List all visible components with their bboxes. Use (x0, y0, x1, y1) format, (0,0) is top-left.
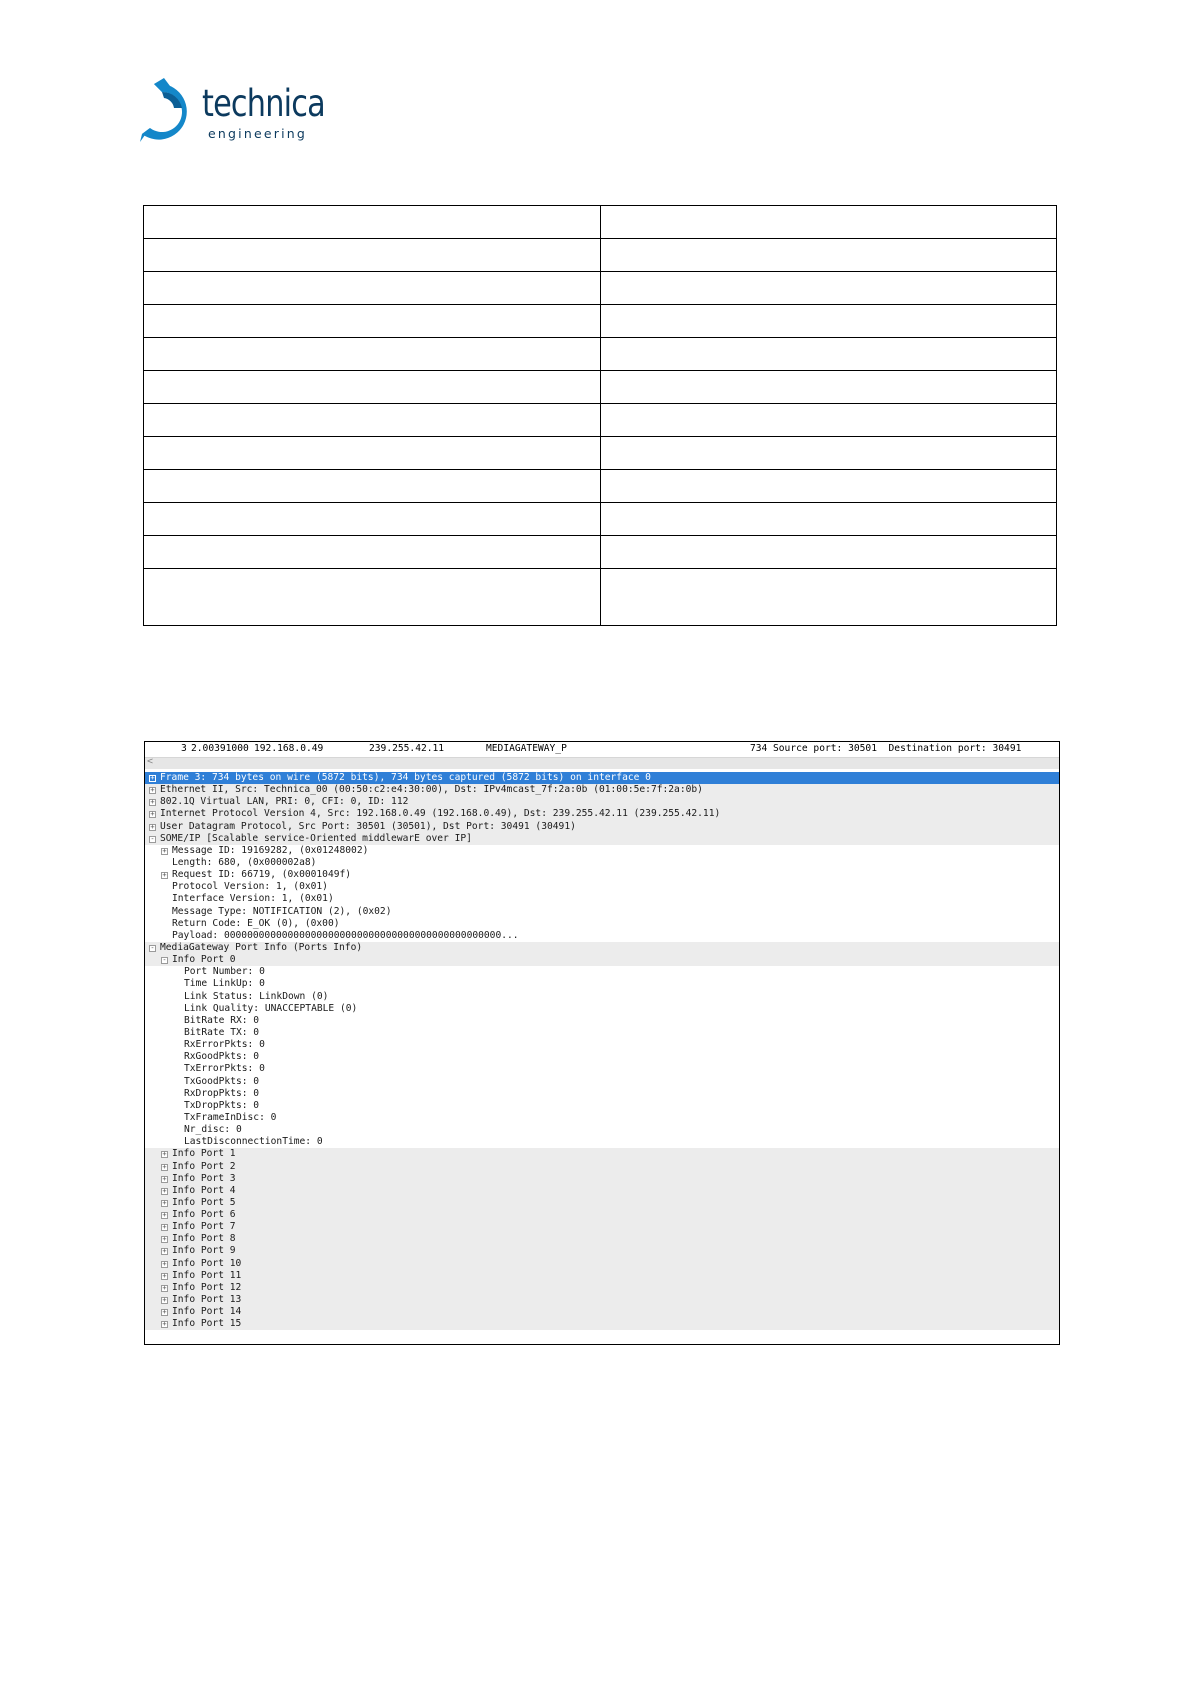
packet-list-row[interactable] (145, 742, 1059, 756)
tree-node[interactable] (145, 869, 1059, 881)
tree-node[interactable] (145, 857, 1059, 869)
tree-node-label: RxDropPkts: 0 (184, 1087, 260, 1099)
table-row (144, 272, 1057, 305)
tree-node-label: 802.1Q Virtual LAN, PRI: 0, CFI: 0, ID: 112 (160, 796, 409, 808)
empty-table (143, 205, 1057, 626)
tree-node[interactable] (145, 930, 1059, 942)
expand-icon[interactable]: + (162, 1235, 167, 1244)
table-cell (600, 206, 1057, 239)
table-row (144, 503, 1057, 536)
expand-icon[interactable]: + (162, 1308, 167, 1317)
tree-node[interactable] (145, 1039, 1059, 1051)
tree-node[interactable] (145, 1100, 1059, 1112)
table-row (144, 536, 1057, 569)
table-cell (600, 305, 1057, 338)
tree-node[interactable] (145, 796, 1059, 808)
tree-node[interactable] (145, 1063, 1059, 1075)
packet-length: 734 (750, 743, 768, 754)
tree-node-label: Internet Protocol Version 4, Src: 192.168.0.49 (192.168.0.49), Dst: 239.255.42.11 (239.255.42.11) (160, 808, 721, 820)
tree-node-label: SOME/IP [Scalable service-Oriented middlewarE over IP] (160, 832, 472, 844)
logo-tagline: engineering (208, 126, 307, 141)
expand-icon[interactable]: + (150, 798, 155, 807)
table-row (144, 239, 1057, 272)
table-cell (144, 437, 601, 470)
tree-node-label: Info Port 3 (172, 1172, 236, 1184)
table-cell (144, 470, 601, 503)
tree-node-label: MediaGateway Port Info (Ports Info) (160, 941, 363, 953)
tree-node-label: Interface Version: 1, (0x01) (172, 893, 334, 905)
tree-node-label: Info Port 13 (172, 1294, 242, 1306)
expand-icon[interactable]: + (162, 1223, 167, 1232)
tree-node[interactable] (145, 1197, 1059, 1209)
table-row (144, 437, 1057, 470)
packet-protocol: MEDIAGATEWAY_P (486, 743, 567, 754)
tree-node-label: Info Port 12 (172, 1281, 242, 1293)
table-cell (144, 536, 601, 569)
expand-icon[interactable]: + (150, 810, 155, 819)
tree-node[interactable] (145, 1051, 1059, 1063)
tree-node[interactable] (145, 1245, 1059, 1257)
tree-node[interactable] (145, 1221, 1059, 1233)
tree-node-label: Ethernet II, Src: Technica_00 (00:50:c2:e4:30:00), Dst: IPv4mcast_7f:2a:0b (01:00:5e:7f:2a:0b) (160, 784, 703, 796)
table-cell (600, 404, 1057, 437)
tree-node-label: Link Status: LinkDown (0) (184, 990, 329, 1002)
tree-node[interactable] (145, 808, 1059, 820)
tree-node[interactable] (145, 1294, 1059, 1306)
logo-wordmark: technica (202, 82, 325, 125)
tree-node[interactable] (145, 942, 1059, 954)
table-cell (144, 239, 601, 272)
tree-node-label: BitRate RX: 0 (184, 1014, 260, 1026)
packet-destination: 239.255.42.11 (369, 743, 445, 754)
tree-node[interactable] (145, 833, 1059, 845)
expand-icon[interactable]: + (162, 871, 167, 880)
tree-node-label: Return Code: E_OK (0), (0x00) (172, 917, 340, 929)
tree-node[interactable] (145, 1306, 1059, 1318)
tree-node-label: Info Port 14 (172, 1306, 242, 1318)
expand-icon[interactable]: + (162, 1198, 167, 1207)
tree-node-label: TxGoodPkts: 0 (184, 1075, 260, 1087)
tree-node[interactable] (145, 1112, 1059, 1124)
tree-node-label: Info Port 11 (172, 1269, 242, 1281)
tree-node[interactable] (145, 1027, 1059, 1039)
tree-node-label: Message Type: NOTIFICATION (2), (0x02) (172, 905, 392, 917)
tree-node[interactable] (145, 1209, 1059, 1221)
expand-icon[interactable]: + (162, 846, 167, 855)
packet-details-tree (145, 772, 1059, 1330)
tree-node[interactable] (145, 906, 1059, 918)
expand-icon[interactable]: + (162, 1320, 167, 1329)
tree-node-label: Info Port 9 (172, 1245, 236, 1257)
expand-icon[interactable]: + (162, 1283, 167, 1292)
tree-node[interactable] (145, 1233, 1059, 1245)
table-cell (144, 272, 601, 305)
table-cell (144, 206, 601, 239)
expand-icon[interactable]: + (162, 1186, 167, 1195)
table-cell (144, 503, 601, 536)
tree-node-label: Time LinkUp: 0 (184, 978, 265, 990)
expand-icon[interactable]: + (162, 1259, 167, 1268)
expand-icon[interactable]: + (162, 1296, 167, 1305)
table-cell (600, 503, 1057, 536)
company-logo (140, 78, 330, 148)
table-cell (600, 272, 1057, 305)
packet-source: 192.168.0.49 (254, 743, 324, 754)
tree-node-label: Info Port 1 (172, 1148, 236, 1160)
table-row (144, 569, 1057, 626)
table-cell (600, 569, 1057, 626)
tree-node[interactable] (145, 1076, 1059, 1088)
scroll-left-icon[interactable]: < (147, 756, 154, 767)
expand-icon[interactable]: + (162, 1247, 167, 1256)
tree-node-label: RxErrorPkts: 0 (184, 1039, 265, 1051)
tree-node-label: Info Port 7 (172, 1221, 236, 1233)
tree-node[interactable] (145, 1185, 1059, 1197)
tree-node[interactable] (145, 1015, 1059, 1027)
packet-info: Source port: 30501 Destination port: 30491 (773, 743, 1022, 754)
tree-node-label: TxErrorPkts: 0 (184, 1063, 265, 1075)
horizontal-scrollbar[interactable] (145, 757, 1059, 769)
technica-logo-icon (140, 78, 206, 142)
expand-icon[interactable]: + (162, 1150, 167, 1159)
tree-node[interactable] (145, 893, 1059, 905)
wireshark-capture (144, 741, 1060, 1345)
tree-node[interactable] (145, 772, 1059, 784)
table-row (144, 371, 1057, 404)
tree-node-label: Info Port 4 (172, 1184, 236, 1196)
tree-node-label: Info Port 2 (172, 1160, 236, 1172)
tree-node-label: Payload: 000000000000000000000000000000000000000000000000... (172, 929, 519, 941)
expand-icon[interactable]: + (162, 1211, 167, 1220)
expand-icon[interactable]: + (150, 822, 155, 831)
tree-node[interactable] (145, 1318, 1059, 1330)
table-cell (144, 371, 601, 404)
tree-node[interactable] (145, 1003, 1059, 1015)
tree-node-label: Info Port 10 (172, 1257, 242, 1269)
tree-node[interactable] (145, 918, 1059, 930)
tree-node-label: Request ID: 66719, (0x0001049f) (172, 869, 352, 881)
tree-node-label: Info Port 5 (172, 1196, 236, 1208)
tree-node-label: Info Port 8 (172, 1233, 236, 1245)
tree-node[interactable] (145, 1282, 1059, 1294)
table-row (144, 404, 1057, 437)
table-cell (600, 371, 1057, 404)
table-row (144, 470, 1057, 503)
packet-no: 3 (181, 743, 187, 754)
tree-node-label: Port Number: 0 (184, 966, 265, 978)
tree-node[interactable] (145, 1258, 1059, 1270)
tree-node-label: User Datagram Protocol, Src Port: 30501 (30501), Dst Port: 30491 (30491) (160, 820, 576, 832)
tree-node-label: TxFrameInDisc: 0 (184, 1111, 277, 1123)
tree-node-label: Message ID: 19169282, (0x01248002) (172, 844, 369, 856)
tree-node-label: BitRate TX: 0 (184, 1026, 260, 1038)
tree-node[interactable] (145, 954, 1059, 966)
tree-node-label: Frame 3: 734 bytes on wire (5872 bits), 734 bytes captured (5872 bits) on interface 0 (160, 772, 651, 783)
expand-icon[interactable]: + (162, 1162, 167, 1171)
tree-node[interactable] (145, 784, 1059, 796)
collapse-icon[interactable]: - (162, 956, 167, 965)
tree-node-label: Length: 680, (0x000002a8) (172, 856, 317, 868)
tree-node[interactable] (145, 966, 1059, 978)
tree-node[interactable] (145, 1270, 1059, 1282)
table-cell (600, 470, 1057, 503)
expand-icon[interactable]: + (150, 786, 155, 795)
packet-time: 2.00391000 (191, 743, 249, 754)
tree-node[interactable] (145, 978, 1059, 990)
table-row (144, 338, 1057, 371)
table-cell (144, 338, 601, 371)
collapse-icon[interactable]: - (150, 834, 155, 843)
tree-node[interactable] (145, 1124, 1059, 1136)
tree-node-label: Nr_disc: 0 (184, 1124, 242, 1136)
tree-node[interactable] (145, 881, 1059, 893)
tree-node[interactable] (145, 1088, 1059, 1100)
tree-node[interactable] (145, 1148, 1059, 1160)
tree-node[interactable] (145, 1161, 1059, 1173)
tree-node[interactable] (145, 1136, 1059, 1148)
table-cell (600, 338, 1057, 371)
tree-node[interactable] (145, 991, 1059, 1003)
table-cell (600, 437, 1057, 470)
collapse-icon[interactable]: - (150, 943, 155, 952)
tree-node-label: RxGoodPkts: 0 (184, 1051, 260, 1063)
expand-icon[interactable]: + (162, 1174, 167, 1183)
table-cell (144, 569, 601, 626)
tree-node-label: LastDisconnectionTime: 0 (184, 1136, 323, 1148)
tree-node[interactable] (145, 821, 1059, 833)
table-row (144, 305, 1057, 338)
tree-node[interactable] (145, 1173, 1059, 1185)
table-cell (144, 404, 601, 437)
tree-node-label: Info Port 15 (172, 1318, 242, 1330)
tree-node-label: TxDropPkts: 0 (184, 1099, 260, 1111)
expand-icon[interactable]: + (162, 1271, 167, 1280)
table-row (144, 206, 1057, 239)
tree-node-label: Link Quality: UNACCEPTABLE (0) (184, 1002, 358, 1014)
table-cell (600, 239, 1057, 272)
table-cell (144, 305, 601, 338)
tree-node-label: Info Port 6 (172, 1209, 236, 1221)
table-cell (600, 536, 1057, 569)
tree-node-label: Protocol Version: 1, (0x01) (172, 881, 328, 893)
expand-icon[interactable]: + (150, 774, 155, 782)
tree-node[interactable] (145, 845, 1059, 857)
tree-node-label: Info Port 0 (172, 954, 236, 966)
